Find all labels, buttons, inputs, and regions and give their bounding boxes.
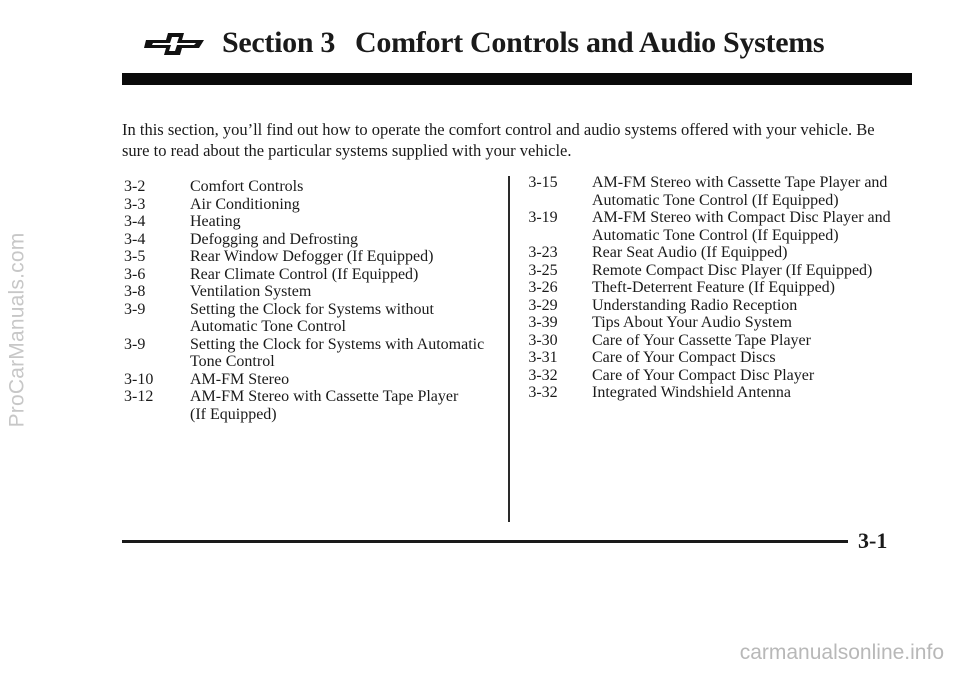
toc-page-number: 3-4 xyxy=(124,213,146,230)
toc-entry-title-line: Heating xyxy=(190,213,241,230)
toc-entry xyxy=(508,262,908,280)
toc-entry-title-continuation: Automatic Tone Control (If Equipped) xyxy=(592,226,839,244)
toc-entry-title-line: Defogging and Defrosting xyxy=(190,230,358,248)
toc-entry-title-continuation: Tone Control xyxy=(190,353,275,370)
page-number: 3-1 xyxy=(858,528,888,553)
toc-entry-title xyxy=(190,266,494,284)
toc-entry-title xyxy=(592,279,908,297)
toc-entry-title xyxy=(592,244,908,262)
toc-entry-title-line: AM-FM Stereo with Cassette Tape Player and xyxy=(592,174,888,191)
toc-entry-title xyxy=(592,209,908,244)
toc-entry xyxy=(124,231,494,249)
toc-entry-title-line: Comfort Controls xyxy=(190,178,304,195)
toc-entry xyxy=(508,297,908,315)
toc-entry xyxy=(508,332,908,350)
toc-entry-title-line: Rear Seat Audio (If Equipped) xyxy=(592,244,788,261)
toc-page-number: 3-15 xyxy=(528,174,558,191)
toc-page-number: 3-10 xyxy=(124,370,154,388)
toc-entry-title xyxy=(190,178,494,196)
side-watermark xyxy=(2,120,32,540)
toc-entry-title-line: Rear Climate Control (If Equipped) xyxy=(190,265,419,283)
toc-entry-title xyxy=(190,336,494,371)
toc-entry xyxy=(124,178,494,196)
toc-entry-title-line: AM-FM Stereo xyxy=(190,370,290,388)
toc-left-column xyxy=(124,178,494,423)
toc-entry-title-line: Care of Your Compact Disc Player xyxy=(592,366,815,384)
toc-entry xyxy=(508,244,908,262)
toc-entry-title-line: AM-FM Stereo with Cassette Tape Player xyxy=(190,388,459,405)
toc-entry xyxy=(508,349,908,367)
toc-entry-title xyxy=(592,297,908,315)
toc-page-number: 3-25 xyxy=(528,261,558,279)
toc-entry-title-line: Remote Compact Disc Player (If Equipped) xyxy=(592,261,873,279)
toc-page-number: 3-6 xyxy=(124,265,146,283)
toc-entry-title-line: Integrated Windshield Antenna xyxy=(592,384,792,401)
toc-page-number: 3-3 xyxy=(124,195,146,213)
toc-entry-title-line: Tips About Your Audio System xyxy=(592,314,792,331)
toc-entry-title-line: Air Conditioning xyxy=(190,195,300,213)
toc-entry-title xyxy=(592,367,908,385)
toc-entry-title-line: Rear Window Defogger (If Equipped) xyxy=(190,248,434,265)
toc-page-number: 3-2 xyxy=(124,178,146,195)
intro-paragraph: In this section, you’ll find out how to operate the comfort control and audio systems offered with your vehicle. Be sure to read about the particular systems supplied with your vehicle. xyxy=(122,120,875,160)
toc-entry-title xyxy=(190,213,494,231)
toc-page-number: 3-23 xyxy=(528,244,558,261)
toc-entry-title-continuation: Automatic Tone Control (If Equipped) xyxy=(592,191,839,209)
toc-entry-title xyxy=(190,196,494,214)
toc-entry-title-continuation: (If Equipped) xyxy=(190,405,277,423)
toc-entry-title xyxy=(592,174,908,209)
toc-page-number: 3-8 xyxy=(124,283,146,300)
toc-entry-title-line: Theft-Deterrent Feature (If Equipped) xyxy=(592,279,835,296)
toc-page-number: 3-9 xyxy=(124,300,146,318)
toc-page-number: 3-26 xyxy=(528,279,558,296)
section-title: Comfort Controls and Audio Systems xyxy=(355,26,825,59)
toc-page-number: 3-31 xyxy=(528,349,558,366)
toc-page-number: 3-30 xyxy=(528,331,558,349)
toc-entry-title xyxy=(190,231,494,249)
section-label: Section 3 xyxy=(222,26,336,59)
toc-entry-title xyxy=(190,283,494,301)
toc-entry-title-line: Ventilation System xyxy=(190,283,312,300)
toc-entry xyxy=(124,336,494,371)
toc-entry-title xyxy=(592,332,908,350)
toc-entry xyxy=(124,301,494,336)
toc-entry-title-line: Setting the Clock for Systems without xyxy=(190,300,434,318)
toc-page-number: 3-29 xyxy=(528,296,558,314)
toc-entry xyxy=(124,388,494,423)
toc-entry-title-line: Care of Your Cassette Tape Player xyxy=(592,331,811,349)
toc-entry xyxy=(508,367,908,385)
toc-entry-title xyxy=(190,301,494,336)
toc-entry-title-line: Understanding Radio Reception xyxy=(592,296,798,314)
toc-entry-title xyxy=(592,349,908,367)
toc-page-number: 3-32 xyxy=(528,384,558,401)
toc-entry xyxy=(508,384,908,402)
toc-right-column xyxy=(508,174,908,402)
toc-entry-title xyxy=(592,262,908,280)
toc-entry xyxy=(508,209,908,244)
toc-entry xyxy=(124,196,494,214)
toc-page-number: 3-9 xyxy=(124,335,146,353)
toc-page-number: 3-5 xyxy=(124,248,146,265)
chevrolet-bowtie-icon xyxy=(144,32,206,56)
side-watermark-text: ProCarManuals.com xyxy=(5,232,28,428)
bottom-watermark: carmanualsonline.info xyxy=(739,641,944,664)
toc-entry xyxy=(508,174,908,209)
toc-page-number: 3-4 xyxy=(124,230,146,248)
toc-entry xyxy=(124,371,494,389)
footer-rule xyxy=(122,540,848,543)
toc-entry-title-line: Setting the Clock for Systems with Automatic xyxy=(190,335,485,353)
toc-entry xyxy=(124,266,494,284)
toc-entry-title-line: Care of Your Compact Discs xyxy=(592,349,776,366)
toc-entry xyxy=(508,279,908,297)
toc-entry xyxy=(124,248,494,266)
toc-page-number: 3-12 xyxy=(124,388,154,405)
toc-page-number: 3-19 xyxy=(528,209,558,226)
toc-entry xyxy=(124,283,494,301)
toc-page-number: 3-39 xyxy=(528,314,558,331)
toc-entry xyxy=(124,213,494,231)
toc-entry-title xyxy=(592,384,908,402)
toc-entry-title xyxy=(190,371,494,389)
toc-entry-title-continuation: Automatic Tone Control xyxy=(190,318,346,335)
toc-entry-title xyxy=(190,388,494,423)
toc-entry-title-line: AM-FM Stereo with Compact Disc Player and xyxy=(592,209,891,226)
header-rule xyxy=(122,73,912,85)
toc-page-number: 3-32 xyxy=(528,366,558,384)
toc-entry-title xyxy=(592,314,908,332)
toc-entry xyxy=(508,314,908,332)
toc-entry-title xyxy=(190,248,494,266)
